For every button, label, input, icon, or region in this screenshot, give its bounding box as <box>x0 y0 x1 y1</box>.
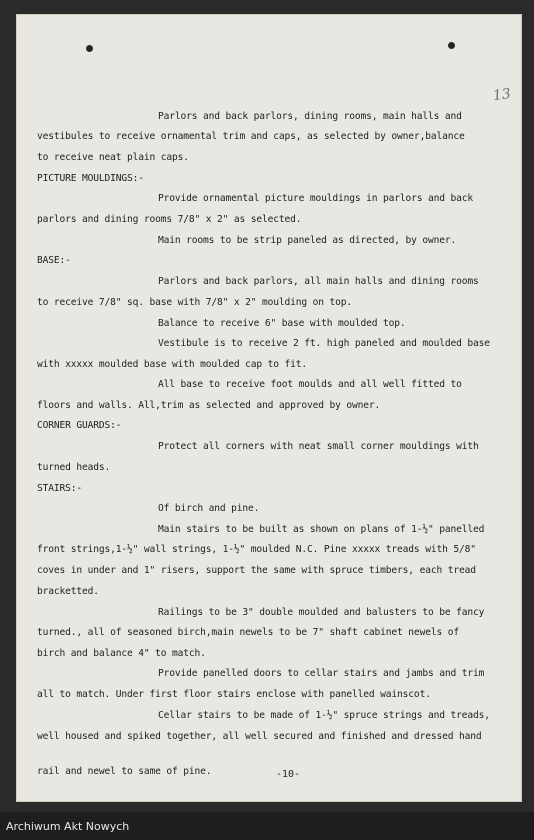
page-number: -10- <box>276 769 301 780</box>
text-line: bracketted. <box>37 586 99 597</box>
text-line: front strings,1-½" wall strings, 1-½" moulded N.C. Pine xxxxx treads with 5/8" <box>37 544 476 555</box>
text-line: vestibules to receive ornamental trim and caps, as selected by owner,balance <box>37 131 465 142</box>
text-line: turned., all of seasoned birch,main newels to be 7" shaft cabinet newels of <box>37 627 459 638</box>
text-line: to receive neat plain caps. <box>37 152 189 163</box>
section-heading: BASE:- <box>37 255 71 266</box>
text-line: parlors and dining rooms 7/8" x 2" as selected. <box>37 214 302 225</box>
archive-name: Archiwum Akt Nowych <box>6 820 130 833</box>
text-line: coves in under and 1" risers, support the same with spruce timbers, each tread <box>37 565 476 576</box>
text-line: turned heads. <box>37 462 111 473</box>
text-line: Provide panelled doors to cellar stairs and jambs and trim <box>158 668 485 679</box>
text-line: well housed and spiked together, all well secured and finished and dressed hand <box>37 731 482 742</box>
section-heading: STAIRS:- <box>37 483 83 494</box>
punch-hole <box>448 42 455 49</box>
text-line: with xxxxx moulded base with moulded cap to fit. <box>37 359 308 370</box>
text-line: birch and balance 4" to match. <box>37 648 206 659</box>
text-line: Balance to receive 6" base with moulded top. <box>158 318 406 329</box>
text-line: Parlors and back parlors, all main halls and dining rooms <box>158 276 479 287</box>
text-line: Cellar stairs to be made of 1-½" spruce strings and treads, <box>158 710 490 721</box>
text-line: All base to receive foot moulds and all well fitted to <box>158 379 462 390</box>
text-line: Protect all corners with neat small corner mouldings with <box>158 441 479 452</box>
text-line: all to match. Under first floor stairs enclose with panelled wainscot. <box>37 689 431 700</box>
archive-footer <box>0 812 534 840</box>
text-line: Vestibule is to receive 2 ft. high paneled and moulded base <box>158 338 490 349</box>
section-heading: CORNER GUARDS:- <box>37 420 122 431</box>
text-line: Of birch and pine. <box>158 503 260 514</box>
text-line: rail and newel to same of pine. <box>37 766 212 777</box>
text-line: Main stairs to be built as shown on plans of 1-½" panelled <box>158 524 485 535</box>
text-line: Railings to be 3" double moulded and balusters to be fancy <box>158 607 485 618</box>
text-line: Parlors and back parlors, dining rooms, main halls and <box>158 111 462 122</box>
text-line: to receive 7/8" sq. base with 7/8" x 2" moulding on top. <box>37 297 353 308</box>
text-line: Provide ornamental picture mouldings in parlors and back <box>158 193 474 204</box>
handwritten-page-mark: 13 <box>491 85 512 105</box>
text-line: Main rooms to be strip paneled as directed, by owner. <box>158 235 457 246</box>
text-line: floors and walls. All,trim as selected and approved by owner. <box>37 400 381 411</box>
section-heading: PICTURE MOULDINGS:- <box>37 173 144 184</box>
punch-hole <box>86 45 93 52</box>
